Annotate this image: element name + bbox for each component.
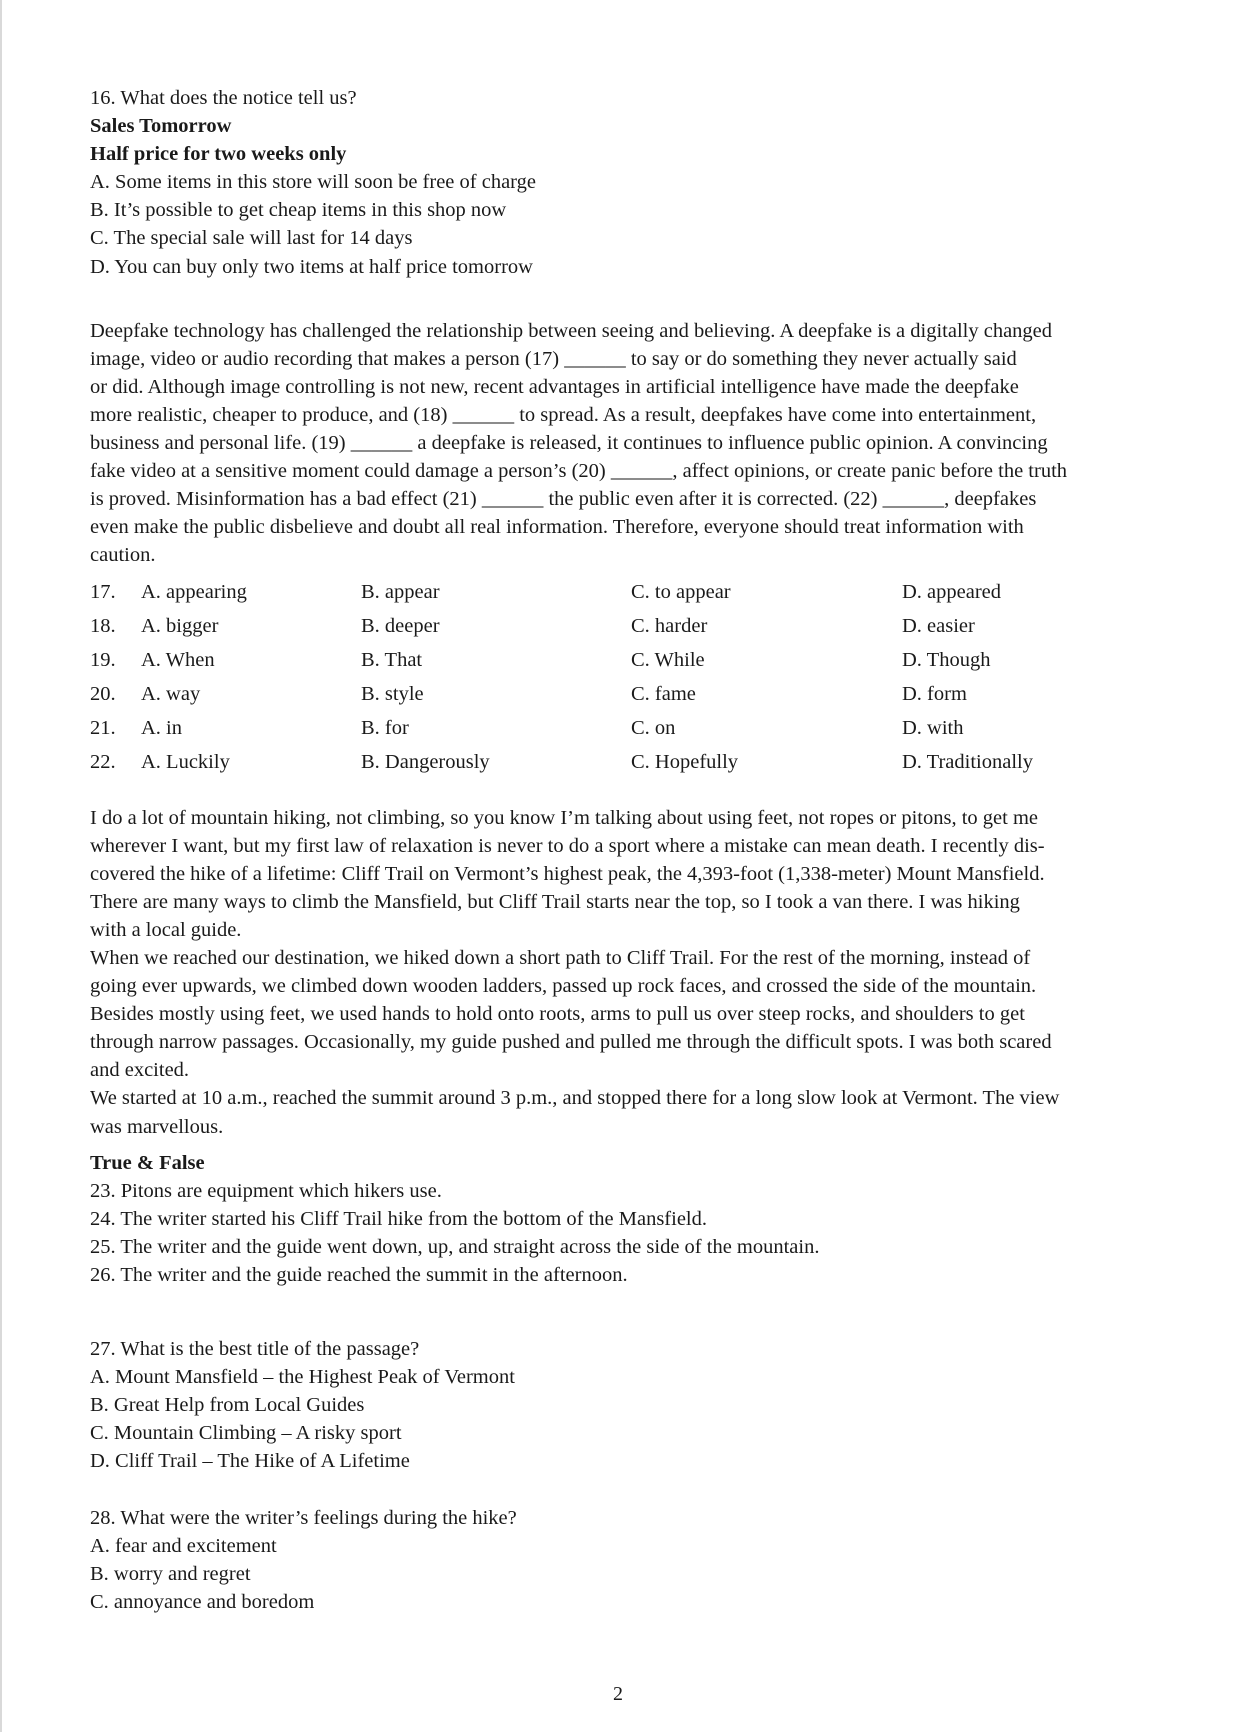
option-number: 19. xyxy=(90,648,116,671)
hiking-line: with a local guide. xyxy=(90,918,242,941)
option-number: 17. xyxy=(90,580,116,603)
options-row-19 xyxy=(90,646,1033,680)
hiking-line: wherever I want, but my first law of relaxation is never to do a sport where a mistake can mean death. I recently dis- xyxy=(90,834,1045,857)
hiking-line: going ever upwards, we climbed down wooden ladders, passed up rock faces, and crossed the side of the mountain. xyxy=(90,975,1037,998)
option-c: C. to appear xyxy=(631,580,731,603)
question-16-text: 16. What does the notice tell us? xyxy=(90,87,357,109)
options-row-22 xyxy=(90,748,1033,782)
hiking-line: and excited. xyxy=(90,1059,190,1082)
q27-option-d: D. Cliff Trail – The Hike of A Lifetime xyxy=(90,1450,410,1473)
page-number: 2 xyxy=(613,1683,623,1705)
tf-item-25: 25. The writer and the guide went down, up, and straight across the side of the mountain. xyxy=(90,1235,820,1258)
option-a: A. appearing xyxy=(141,580,247,603)
hiking-passage xyxy=(90,804,1144,1141)
option-number: 21. xyxy=(90,716,116,739)
option-b: B. deeper xyxy=(361,614,440,637)
hiking-line: covered the hike of a lifetime: Cliff Trail on Vermont’s highest peak, the 4,393-foot (1,338-meter) Mount Mansfield. xyxy=(90,862,1045,885)
option-c: C. harder xyxy=(631,614,708,637)
option-a: A. bigger xyxy=(141,614,219,637)
option-c: C. fame xyxy=(631,682,696,705)
option-number: 22. xyxy=(90,750,116,773)
notice-line-1: Sales Tomorrow xyxy=(90,115,232,138)
option-d: D. form xyxy=(902,682,967,705)
q16-option-b: B. It’s possible to get cheap items in this shop now xyxy=(90,199,507,222)
option-d: D. Though xyxy=(902,648,991,671)
option-d: D. Traditionally xyxy=(902,750,1033,773)
true-false-section xyxy=(90,1149,1144,1289)
deepfake-line: is proved. Misinformation has a bad effect (21) ______ the public even after it is corrected. (22) ______, deepfakes xyxy=(90,488,1037,511)
option-a: A. Luckily xyxy=(141,750,230,773)
q27-option-c: C. Mountain Climbing – A risky sport xyxy=(90,1422,402,1445)
option-a: A. When xyxy=(141,648,215,671)
option-d: D. with xyxy=(902,716,964,739)
hiking-line: When we reached our destination, we hiked down a short path to Cliff Trail. For the rest of the morning, instead of xyxy=(90,946,1031,969)
tf-item-26: 26. The writer and the guide reached the summit in the afternoon. xyxy=(90,1264,628,1286)
q28-option-c: C. annoyance and boredom xyxy=(90,1590,315,1613)
q28-option-b: B. worry and regret xyxy=(90,1562,251,1585)
tf-item-24: 24. The writer started his Cliff Trail hike from the bottom of the Mansfield. xyxy=(90,1207,708,1230)
hiking-line: There are many ways to climb the Mansfield, but Cliff Trail starts near the top, so I took a van there. I was hiking xyxy=(90,890,1020,913)
option-a: A. in xyxy=(141,716,182,739)
option-b: B. style xyxy=(361,682,424,705)
options-row-18 xyxy=(90,612,1033,646)
option-number: 20. xyxy=(90,682,116,705)
option-b: B. appear xyxy=(361,580,440,603)
question-28 xyxy=(90,1504,1144,1616)
hiking-line: I do a lot of mountain hiking, not climbing, so you know I’m talking about using feet, not ropes or pitons, to get me xyxy=(90,806,1039,829)
question-27-text: 27. What is the best title of the passage? xyxy=(90,1338,420,1361)
deepfake-passage xyxy=(90,317,1144,570)
option-c: C. Hopefully xyxy=(631,750,739,773)
tf-item-23: 23. Pitons are equipment which hikers use. xyxy=(90,1179,442,1202)
options-row-21 xyxy=(90,714,1033,748)
q28-option-a: A. fear and excitement xyxy=(90,1534,277,1557)
hiking-line: Besides mostly using feet, we used hands to hold onto roots, arms to pull us over steep rocks, and shoulders to get xyxy=(90,1003,1025,1026)
hiking-line: was marvellous. xyxy=(90,1115,224,1138)
notice-line-2: Half price for two weeks only xyxy=(90,143,347,166)
option-c: C. on xyxy=(631,716,676,739)
deepfake-line: fake video at a sensitive moment could damage a person’s (20) ______, affect opinions, or create panic before the truth xyxy=(90,460,1068,483)
deepfake-line: business and personal life. (19) ______ a deepfake is released, it continues to influence public opinion. A convincing xyxy=(90,432,1048,455)
option-a: A. way xyxy=(141,682,201,705)
q16-option-c: C. The special sale will last for 14 days xyxy=(90,227,413,250)
option-number: 18. xyxy=(90,614,116,637)
worksheet-page xyxy=(90,84,1144,1616)
option-b: B. for xyxy=(361,716,409,739)
question-28-text: 28. What were the writer’s feelings during the hike? xyxy=(90,1506,517,1529)
deepfake-line: image, video or audio recording that makes a person (17) ______ to say or do something they never actually said xyxy=(90,347,1017,370)
true-false-heading: True & False xyxy=(90,1151,205,1174)
page-edge xyxy=(0,0,2,1732)
option-c: C. While xyxy=(631,648,705,671)
deepfake-line: more realistic, cheaper to produce, and (18) ______ to spread. As a result, deepfakes have come into entertainment, xyxy=(90,403,1037,426)
deepfake-line: or did. Although image controlling is not new, recent advantages in artificial intelligence have made the deepfake xyxy=(90,375,1019,398)
hiking-line: through narrow passages. Occasionally, my guide pushed and pulled me through the difficult spots. I was both scared xyxy=(90,1031,1052,1054)
option-d: D. appeared xyxy=(902,580,1002,603)
q27-option-a: A. Mount Mansfield – the Highest Peak of Vermont xyxy=(90,1366,515,1389)
deepfake-line: Deepfake technology has challenged the relationship between seeing and believing. A deepfake is a digitally changed xyxy=(90,319,1053,342)
deepfake-line: even make the public disbelieve and doubt all real information. Therefore, everyone should treat information with xyxy=(90,516,1024,539)
deepfake-options-table xyxy=(90,578,1033,782)
q27-option-b: B. Great Help from Local Guides xyxy=(90,1394,365,1417)
option-b: B. Dangerously xyxy=(361,750,490,773)
deepfake-line: caution. xyxy=(90,544,156,567)
options-row-17 xyxy=(90,578,1033,612)
hiking-line: We started at 10 a.m., reached the summit around 3 p.m., and stopped there for a long slow look at Vermont. The view xyxy=(90,1087,1060,1110)
question-16 xyxy=(90,84,1144,281)
options-row-20 xyxy=(90,680,1033,714)
q16-option-a: A. Some items in this store will soon be free of charge xyxy=(90,171,536,194)
question-27 xyxy=(90,1335,1144,1475)
q16-option-d: D. You can buy only two items at half price tomorrow xyxy=(90,255,533,278)
option-b: B. That xyxy=(361,648,423,671)
option-d: D. easier xyxy=(902,614,975,637)
